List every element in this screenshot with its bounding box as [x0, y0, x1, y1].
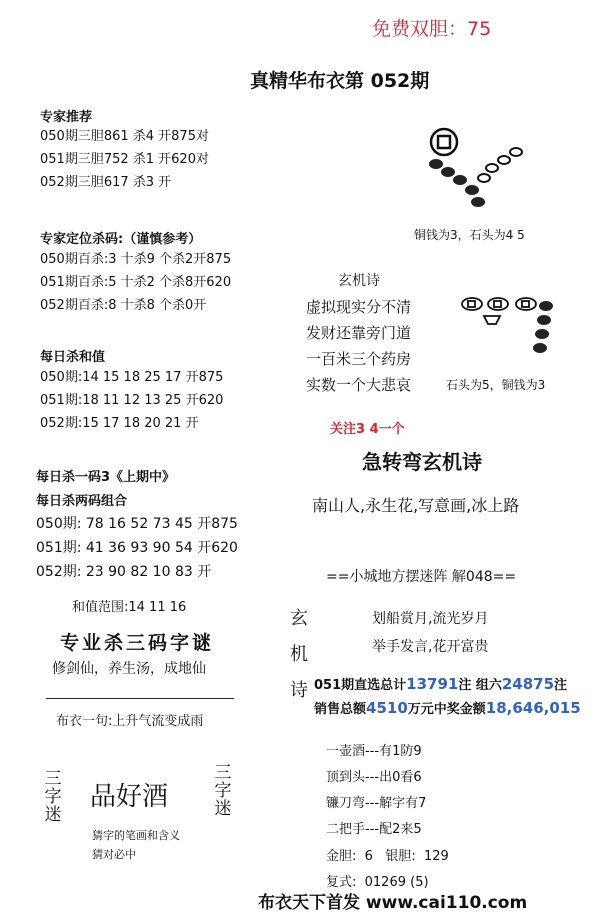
- daily-heading-2: 每日杀两码组合: [36, 494, 128, 509]
- riddle-answer: 镰刀弯---解字有7: [326, 796, 427, 811]
- sum-kill-line: 050期:14 15 18 25 17 开875: [40, 370, 224, 385]
- position-kill-heading: 专家定位杀码:（谨慎参考）: [40, 232, 202, 247]
- vert-label-char: 诗: [290, 680, 308, 701]
- expert-line: 050期三胆861 杀4 开875对: [40, 129, 209, 144]
- img2-caption: 石头为5，铜钱为3: [446, 378, 546, 392]
- riddle-answer: 顶到头---出0看6: [326, 770, 422, 785]
- poem2-line: 举手发言,花开富贵: [372, 639, 489, 655]
- stats-line-1: [314, 674, 567, 693]
- riddle-vertical-left: 三字迷: [44, 769, 62, 825]
- riddle-text: 修剑仙，养生汤，成地仙: [52, 661, 206, 677]
- footer-text: 布衣天下首发: [258, 893, 360, 913]
- daily-line: 051期: 41 36 93 90 54 开620: [36, 540, 238, 556]
- poem-line: 一百米三个药房: [306, 350, 412, 368]
- stats-label: 注: [554, 678, 568, 693]
- gold-silver: 金胆: 6 银胆: 129: [326, 849, 449, 864]
- riddle-note: 猜字的笔画和含义: [92, 829, 180, 842]
- stats-line-2: [314, 698, 581, 717]
- city-line: ==小城地方摆迷阵 解048==: [326, 569, 517, 585]
- expert-line: 051期三胆752 杀1 开620对: [40, 152, 209, 167]
- riddle-title: 专业杀三码字谜: [60, 632, 215, 654]
- sum-kill-line: 051期:18 11 12 13 25 开620: [40, 393, 224, 408]
- divider: [46, 698, 234, 699]
- position-kill-line: 051期百杀:5 十杀2 个杀8开620: [40, 275, 232, 290]
- sum-kill-heading: 每日杀和值: [40, 350, 106, 365]
- turn-title: 急转弯玄机诗: [362, 450, 482, 474]
- stats-value: 18,646,015: [485, 699, 581, 717]
- page-title: 真精华布衣第 052期: [250, 70, 430, 92]
- sum-kill-line: 052期:15 17 18 20 21 开: [40, 416, 199, 431]
- footer: [258, 888, 527, 913]
- position-kill-line: 052期百杀:8 十杀8 个杀0开: [40, 298, 207, 313]
- one-liner: 布衣一句:上升气流变成雨: [56, 714, 204, 729]
- turn-text: 南山人,永生花,写意画,冰上路: [312, 496, 520, 515]
- vert-label-char: 机: [290, 644, 308, 665]
- footer-url[interactable]: www.cai110.com: [365, 893, 528, 913]
- stats-label: 销售总额: [314, 702, 367, 717]
- daily-heading-1: 每日杀一码3《上期中》: [36, 470, 176, 485]
- riddle-vertical-right: 三字迷: [214, 763, 232, 819]
- expert-line: 052期三胆617 杀3 开: [40, 175, 172, 190]
- stats-label: 051期直选总计: [314, 678, 407, 693]
- sum-range: 和值范围:14 11 16: [72, 600, 187, 615]
- riddle-main: 品好酒: [90, 782, 169, 812]
- stats-label: 万元中奖金额: [407, 702, 486, 717]
- poem-line: 发财还靠旁门道: [306, 324, 412, 342]
- focus-note: 关注3 4一个: [330, 422, 405, 437]
- fushi: 复式: 01269 (5): [326, 875, 429, 890]
- coin-chain-drawing: [420, 120, 530, 220]
- stats-value: 4510: [366, 699, 408, 717]
- poem-title: 玄机诗: [338, 273, 380, 289]
- free-pick: 免费双胆：75: [372, 18, 492, 40]
- poem-line: 实数一个大悲哀: [306, 376, 412, 394]
- riddle-answer: 二把手---配2来5: [326, 822, 422, 837]
- stats-label: 注 组六: [458, 678, 502, 693]
- expert-heading: 专家推荐: [40, 110, 93, 125]
- daily-line: 052期: 23 90 82 10 83 开: [36, 564, 212, 580]
- vert-label-char: 玄: [290, 608, 308, 629]
- stones-coins-drawing: [456, 292, 566, 362]
- riddle-answer: 一壶酒---有1防9: [326, 744, 422, 759]
- poem-line: 虚拟现实分不清: [306, 298, 412, 316]
- poem2-line: 划船赏月,流光岁月: [372, 611, 489, 627]
- position-kill-line: 050期百杀:3 十杀9 个杀2开875: [40, 252, 232, 267]
- img1-caption: 铜钱为3，石头为4 5: [414, 228, 525, 242]
- riddle-note: 猜对必中: [92, 848, 136, 861]
- stats-value: 13791: [406, 675, 459, 693]
- daily-line: 050期: 78 16 52 73 45 开875: [36, 516, 238, 532]
- stats-value: 24875: [501, 675, 555, 693]
